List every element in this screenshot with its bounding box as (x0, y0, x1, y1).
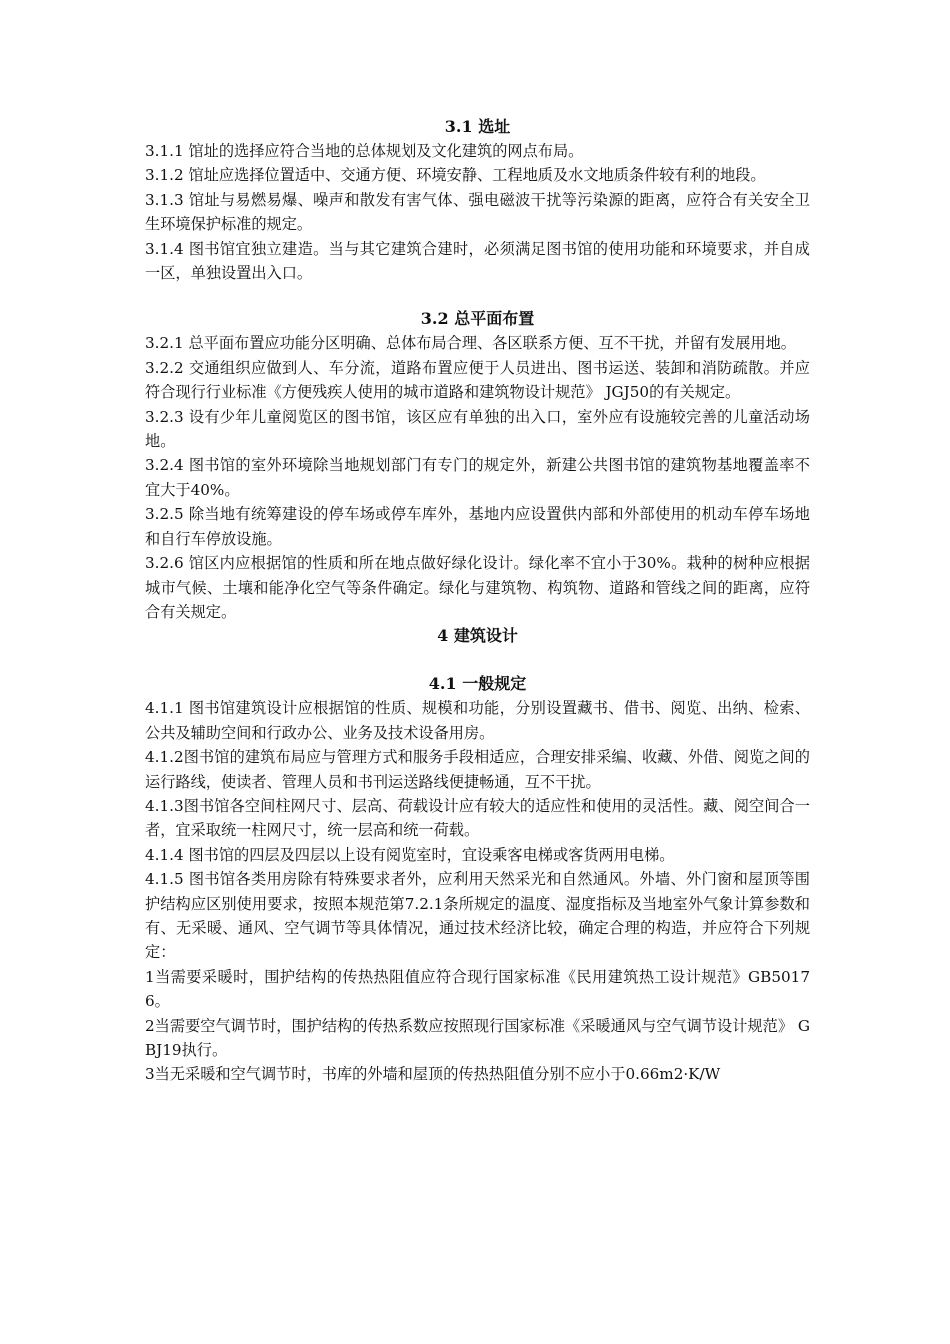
document-page (145, 115, 810, 1087)
clause-4-1-5: 4.1.5 图书馆各类用房除有特殊要求者外，应利用天然采光和自然通风。外墙、外门窗和屋顶等围护结构应区别使用要求，按照本规范第7.2.1条所规定的温度、湿度指标及当地室外气象计算参数和有、无采暖、通风、空气调节等具体情况，通过技术经济比较，确定合理的构造，并应符合下列规定： (145, 870, 810, 962)
clause-3-2-4: 3.2.4 图书馆的室外环境除当地规划部门有专门的规定外，新建公共图书馆的建筑物基地覆盖率不宜大于40%。 (145, 456, 810, 499)
clause-4-1-3: 4.1.3图书馆各空间柱网尺寸、层高、荷载设计应有较大的适应性和使用的灵活性。藏、阅空间合一者，宜采取统一柱网尺寸，统一层高和统一荷载。 (145, 796, 810, 840)
clause-4-1-2: 4.1.2图书馆的建筑布局应与管理方式和服务手段相适应，合理安排采编、收藏、外借、阅览之间的运行路线，使读者、管理人员和书刊运送路线便捷畅通，互不干扰。 (145, 748, 810, 791)
clause-4-1-1: 4.1.1 图书馆建筑设计应根据馆的性质、规模和功能，分别设置藏书、借书、阅览、出纳、检索、公共及辅助空间和行政办公、业务及技术设备用房。 (145, 699, 810, 742)
chapter-heading-4: 4 建筑设计 (437, 626, 518, 646)
section-heading-4-1: 4.1 一般规定 (428, 674, 527, 694)
clause-3-2-3: 3.2.3 设有少年儿童阅览区的图书馆，该区应有单独的出入口，室外应有设施较完善的儿童活动场地。 (145, 407, 810, 451)
clause-4-1-5-item-3: 3当无采暖和空气调节时，书库的外墙和屋顶的传热热阻值分别不应小于0.66m2·K/W (145, 1065, 721, 1084)
clause-4-1-5-item-2: 2当需要空气调节时，围护结构的传热系数应按照现行国家标准《采暖通风与空气调节设计规范》 GBJ19执行。 (145, 1016, 810, 1059)
clause-3-1-3: 3.1.3 馆址与易燃易爆、噪声和散发有害气体、强电磁波干扰等污染源的距离，应符合有关安全卫生环境保护标准的规定。 (145, 190, 810, 234)
section-heading-3-1: 3.1 选址 (444, 117, 511, 136)
clause-4-1-4: 4.1.4 图书馆的四层及四层以上设有阅览室时，宜设乘客电梯或客货两用电梯。 (145, 845, 675, 864)
clause-3-1-4: 3.1.4 图书馆宜独立建造。当与其它建筑合建时，必须满足图书馆的使用功能和环境要求，并自成一区，单独设置出入口。 (145, 239, 810, 283)
clause-3-2-2: 3.2.2 交通组织应做到人、车分流，道路布置应便于人员进出、图书运送、装卸和消防疏散。并应符合现行行业标准《方便残疾人使用的城市道路和建筑物设计规范》 JGJ50的有关规定。 (145, 358, 810, 402)
clause-3-2-1: 3.2.1 总平面布置应功能分区明确、总体布局合理、各区联系方便、互不干扰，并留有发展用地。 (145, 334, 796, 353)
clause-3-2-6: 3.2.6 馆区内应根据馆的性质和所在地点做好绿化设计。绿化率不宜小于30%。栽种的树种应根据城市气候、土壤和能净化空气等条件确定。绿化与建筑物、构筑物、道路和管线之间的距离，应符合有关规定。 (145, 554, 810, 621)
clause-3-2-5: 3.2.5 除当地有统筹建设的停车场或停车库外，基地内应设置供内部和外部使用的机动车停车场地和自行车停放设施。 (145, 505, 810, 548)
clause-4-1-5-item-1: 1当需要采暖时，围护结构的传热热阻值应符合现行国家标准《民用建筑热工设计规范》GB50176。 (145, 967, 810, 1011)
clause-3-1-1: 3.1.1 馆址的选择应符合当地的总体规划及文化建筑的网点布局。 (145, 142, 584, 160)
clause-3-1-2: 3.1.2 馆址应选择位置适中、交通方便、环境安静、工程地质及水文地质条件较有利的地段。 (145, 166, 766, 185)
section-heading-3-2: 3.2 总平面布置 (420, 309, 535, 329)
